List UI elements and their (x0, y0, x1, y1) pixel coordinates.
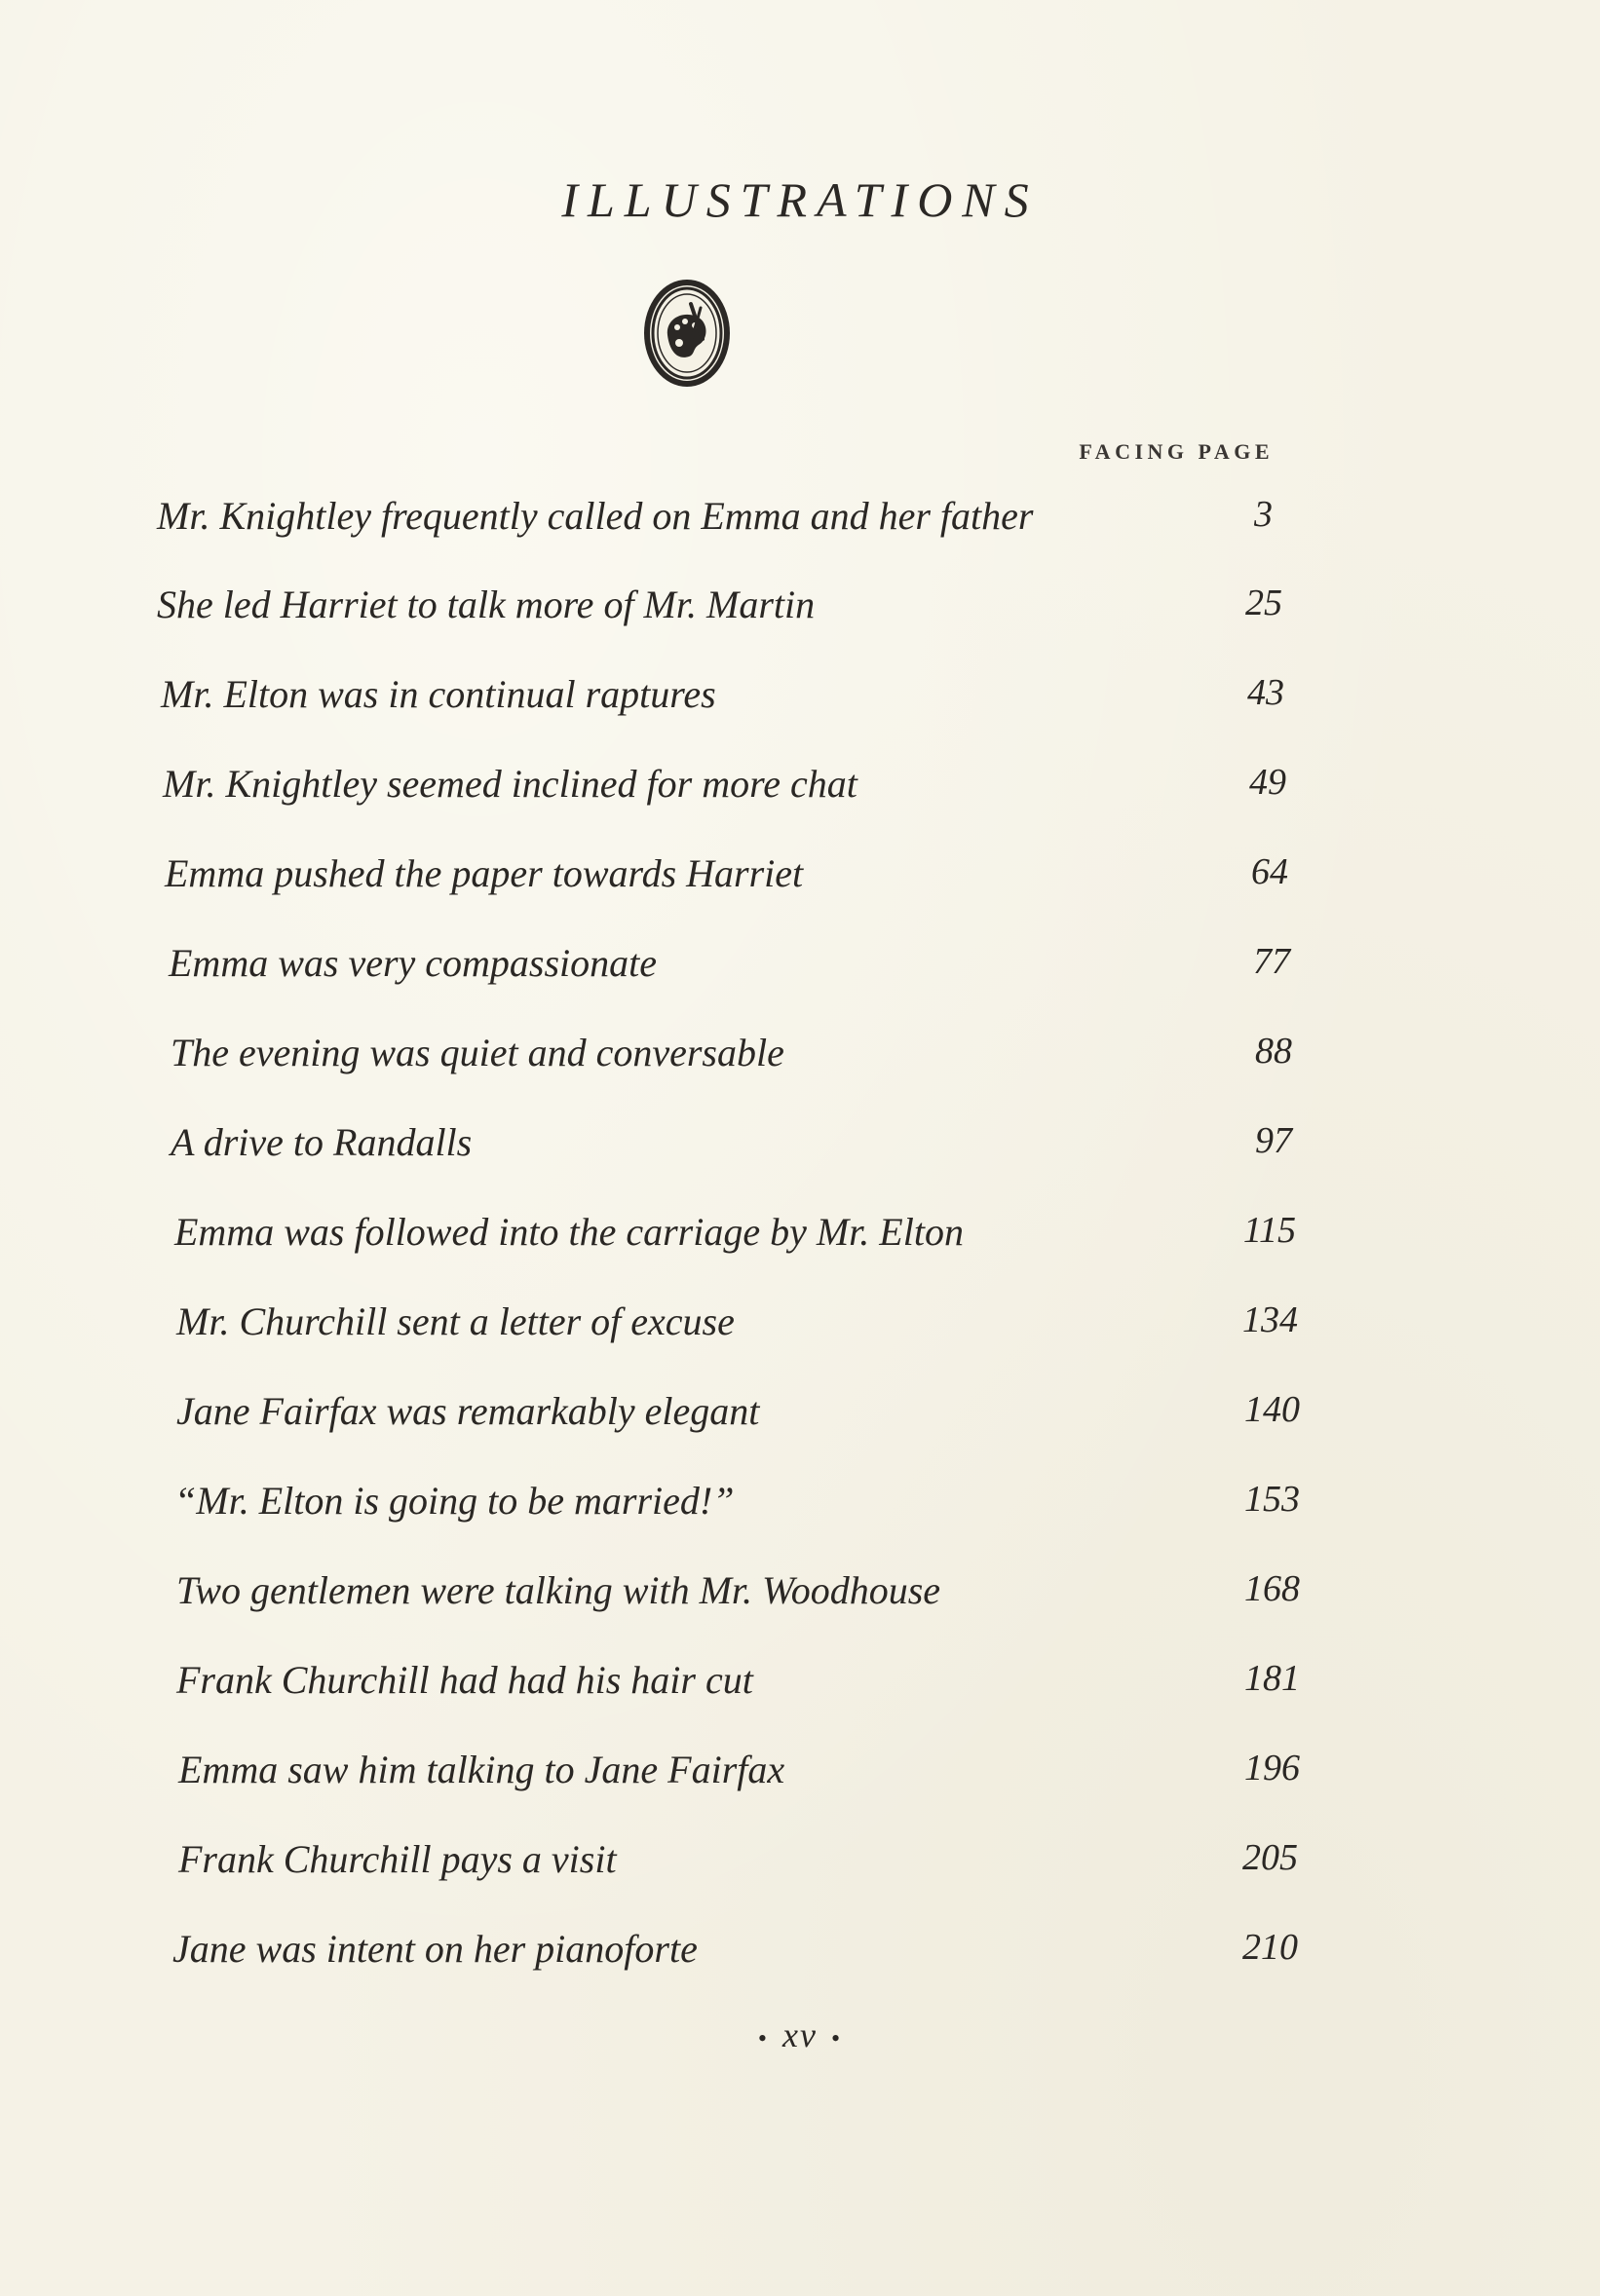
illustration-caption: Frank Churchill had had his hair cut (176, 1658, 753, 1702)
page-number: 115 (1242, 1210, 1296, 1251)
list-item (0, 671, 1600, 730)
illustration-caption: Emma pushed the paper towards Harriet (165, 851, 804, 895)
page-number: 88 (1255, 1031, 1292, 1072)
list-item (0, 1836, 1600, 1895)
list-item (0, 582, 1600, 640)
list-item (0, 493, 1600, 551)
page-title: ILLUSTRATIONS (561, 172, 1039, 227)
page-number: 196 (1244, 1748, 1300, 1788)
illustration-caption: Emma was very compassionate (169, 941, 658, 985)
illustration-caption: Mr. Elton was in continual raptures (161, 672, 716, 716)
list-item (0, 1747, 1600, 1805)
page-number: 210 (1242, 1927, 1298, 1968)
list-item (0, 940, 1600, 998)
illustration-caption: Jane was intent on her pianoforte (172, 1927, 698, 1971)
illustration-caption: Mr. Knightley frequently called on Emma and her father (157, 494, 1034, 538)
artist-palette-icon (638, 275, 736, 392)
illustration-caption: Jane Fairfax was remarkably elegant (176, 1389, 760, 1433)
list-item (0, 1657, 1600, 1715)
list-item (0, 1119, 1600, 1178)
list-item (0, 1299, 1600, 1357)
list-item (0, 850, 1600, 909)
page-folio (0, 2014, 1600, 2055)
list-item (0, 1478, 1600, 1536)
page-number: 205 (1242, 1837, 1298, 1878)
list-item (0, 1567, 1600, 1626)
illustration-caption: Emma saw him talking to Jane Fairfax (178, 1748, 785, 1791)
illustration-caption: Two gentlemen were talking with Mr. Woodhouse (176, 1568, 941, 1612)
column-header-facing-page: FACING PAGE (1079, 439, 1274, 464)
list-item (0, 1209, 1600, 1267)
illustration-caption: A drive to Randalls (171, 1120, 473, 1164)
page-number: 64 (1251, 851, 1288, 892)
illustration-caption: Mr. Churchill sent a letter of excuse (176, 1299, 735, 1343)
page-number: 3 (1254, 494, 1273, 535)
illustration-caption: The evening was quiet and conversable (171, 1031, 784, 1074)
list-item (0, 1030, 1600, 1088)
list-item (0, 761, 1600, 819)
page-number: 77 (1253, 941, 1290, 982)
page-number: 153 (1244, 1479, 1300, 1520)
illustration-caption: Emma was followed into the carriage by Mr. Elton (174, 1210, 964, 1254)
page-number: 25 (1245, 583, 1282, 623)
illustration-caption: She led Harriet to talk more of Mr. Martin (157, 583, 816, 626)
page-number: 97 (1255, 1120, 1292, 1161)
page-number: 43 (1247, 672, 1284, 713)
list-item (0, 1926, 1600, 1984)
folio-dot-left: • (757, 2023, 770, 2052)
illustration-caption: Mr. Knightley seemed inclined for more chat (163, 762, 857, 806)
illustration-caption: “Mr. Elton is going to be married!” (174, 1479, 735, 1523)
folio-dot-right: • (830, 2023, 843, 2052)
page-number: 168 (1244, 1568, 1300, 1609)
list-item (0, 1388, 1600, 1447)
page-number: 140 (1244, 1389, 1300, 1430)
page-number: 49 (1249, 762, 1286, 803)
illustration-caption: Frank Churchill pays a visit (178, 1837, 617, 1881)
page-number: 181 (1244, 1658, 1300, 1699)
folio-numeral: xv (782, 2015, 818, 2054)
page-number: 134 (1242, 1299, 1298, 1340)
